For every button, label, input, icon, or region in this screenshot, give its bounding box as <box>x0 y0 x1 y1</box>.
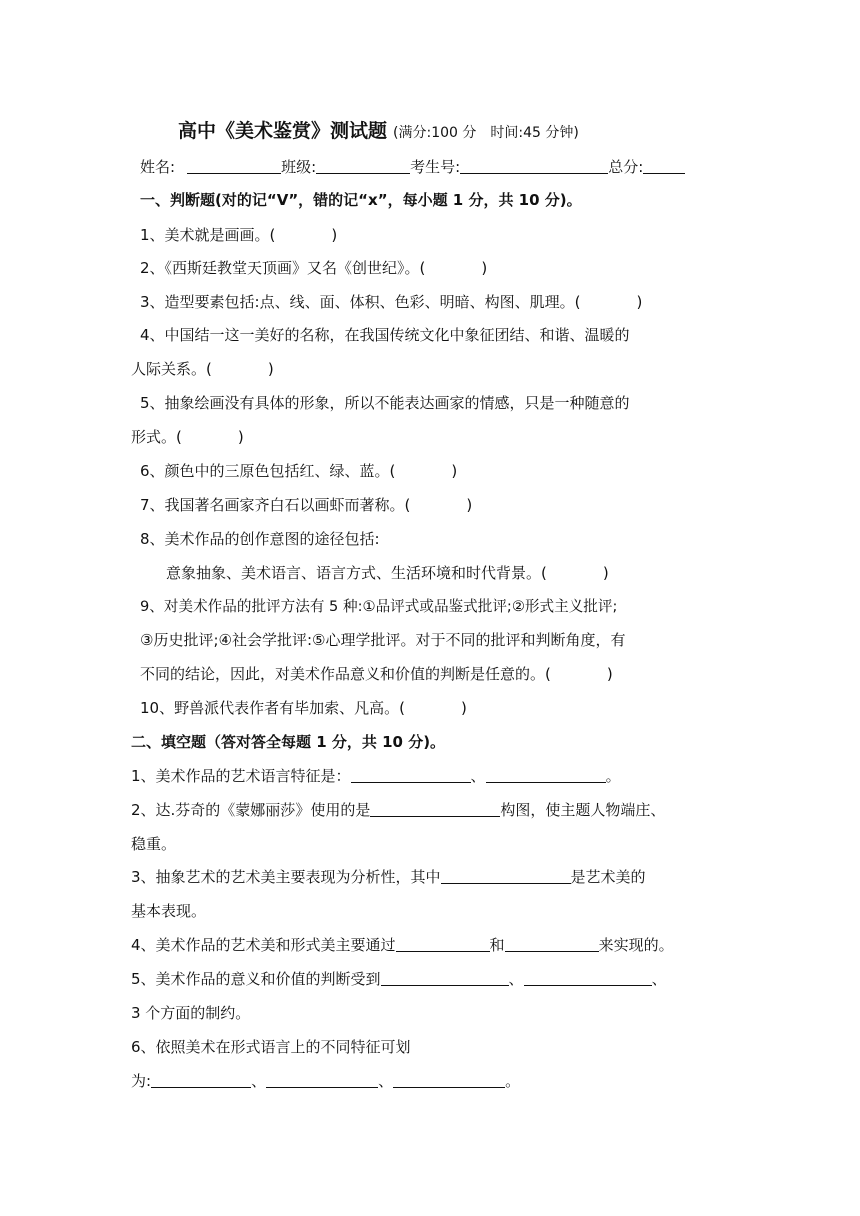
s2-q4-and: 和 <box>489 936 505 954</box>
s2-q2-blank[interactable] <box>370 800 500 817</box>
class-label: 班级: <box>281 158 317 176</box>
page-title <box>178 116 579 143</box>
period: 。 <box>605 767 621 785</box>
total-blank[interactable] <box>643 157 685 174</box>
name-label: 姓名: <box>140 158 176 176</box>
class-blank[interactable] <box>316 157 410 174</box>
s2-q2-line1 <box>131 800 665 820</box>
s2-q6-text: 为: <box>131 1072 152 1090</box>
s2-q3-blank[interactable] <box>441 867 571 884</box>
close-paren: ) <box>602 564 609 582</box>
s2-q3-line1 <box>131 867 646 887</box>
s1-q2-text: 2、《西斯廷教堂天顶画》又名《创世纪》。( <box>140 259 426 277</box>
s1-q7-text: 7、我国著名画家齐白石以画虾而著称。( <box>140 496 411 514</box>
s2-q5-line1 <box>131 969 667 989</box>
s1-q5-line2 <box>131 427 244 447</box>
close-paren: ) <box>331 226 338 244</box>
s2-q4-text-2: 来实现的。 <box>598 936 674 954</box>
s2-q2-text-2: 构图，使主题人物端庄、 <box>500 801 666 819</box>
separator: 、 <box>378 1072 394 1090</box>
close-paren: ) <box>460 699 467 717</box>
s1-q9-text: 不同的结论，因此，对美术作品意义和价值的判断是任意的。( <box>140 665 551 683</box>
close-paren: ) <box>481 259 488 277</box>
section2-heading: 二、填空题（答对答全每题 1 分，共 10 分)。 <box>131 733 446 751</box>
close-paren: ) <box>636 293 643 311</box>
total-label: 总分: <box>608 158 644 176</box>
name-blank[interactable] <box>187 157 281 174</box>
s2-q6-blank-1[interactable] <box>151 1071 251 1088</box>
s2-q6-line2 <box>131 1071 520 1091</box>
separator: 、 <box>508 970 524 988</box>
exam-no-blank[interactable] <box>460 157 608 174</box>
s2-q6-blank-3[interactable] <box>393 1071 505 1088</box>
s1-q8-line2 <box>166 563 609 583</box>
period: 。 <box>505 1072 521 1090</box>
section1-heading: 一、判断题(对的记“V”，错的记“x”，每小题 1 分，共 10 分)。 <box>140 191 582 209</box>
s1-q4-text: 人际关系。( <box>131 360 212 378</box>
s1-q3-text: 3、造型要素包括:点、线、面、体积、色彩、明暗、构图、肌理。( <box>140 293 581 311</box>
s2-q1-blank-1[interactable] <box>351 766 471 783</box>
s2-q6-blank-2[interactable] <box>266 1071 378 1088</box>
close-paren: ) <box>237 428 244 446</box>
s1-q8-text: 意象抽象、美术语言、语言方式、生活环境和时代背景。( <box>166 564 547 582</box>
title-sub: (满分:100 分 时间:45 分钟) <box>393 125 579 141</box>
s1-q3 <box>140 292 642 312</box>
title-main: 高中《美术鉴赏》测试题 <box>178 120 388 142</box>
s2-q5-blank-2[interactable] <box>524 969 652 986</box>
exam-no-label: 考生号: <box>410 158 461 176</box>
s1-q5-line1: 5、抽象绘画没有具体的形象，所以不能表达画家的情感，只是一种随意的 <box>140 394 630 412</box>
s2-q5-blank-1[interactable] <box>381 969 509 986</box>
s1-q4-line2 <box>131 359 274 379</box>
close-paren: ) <box>451 462 458 480</box>
s2-q4-blank-1[interactable] <box>396 935 490 952</box>
separator: 、 <box>470 767 486 785</box>
s2-q3-line2: 基本表现。 <box>131 902 207 920</box>
s1-q9-line1: 9、对美术作品的批评方法有 5 种:①品评式或品鉴式批评;②形式主义批评; <box>140 598 618 615</box>
separator: 、 <box>251 1072 267 1090</box>
close-paren: ) <box>466 496 473 514</box>
s1-q4-line1: 4、中国结一这一美好的名称，在我国传统文化中象征团结、和谐、温暖的 <box>140 326 630 344</box>
close-paren: ) <box>267 360 274 378</box>
s1-q1-text: 1、美术就是画画。( <box>140 226 276 244</box>
s2-q1 <box>131 766 621 786</box>
s1-q6 <box>140 461 457 481</box>
s2-q5-text: 5、美术作品的意义和价值的判断受到 <box>131 970 381 988</box>
s2-q3-text-2: 是艺术美的 <box>570 868 646 886</box>
s2-q6-line1: 6、依照美术在形式语言上的不同特征可划 <box>131 1038 411 1056</box>
s1-q6-text: 6、颜色中的三原色包括红、绿、蓝。( <box>140 462 396 480</box>
s2-q3-text: 3、抽象艺术的艺术美主要表现为分析性，其中 <box>131 868 441 886</box>
s1-q7 <box>140 495 472 515</box>
s2-q4 <box>131 935 674 955</box>
s1-q2 <box>140 258 487 278</box>
s1-q8-line1: 8、美术作品的创作意图的途径包括: <box>140 530 380 548</box>
info-line <box>140 157 685 177</box>
s2-q1-text: 1、美术作品的艺术语言特征是： <box>131 767 351 785</box>
s1-q10 <box>140 698 467 718</box>
s1-q10-text: 10、野兽派代表作者有毕加索、凡高。( <box>140 699 405 717</box>
s1-q9-line3 <box>140 664 613 684</box>
s2-q5-line2: 3 个方面的制约。 <box>131 1004 251 1022</box>
close-paren: ) <box>606 665 613 683</box>
s2-q1-blank-2[interactable] <box>486 766 606 783</box>
s2-q2-text: 2、达.芬奇的《蒙娜丽莎》使用的是 <box>131 801 371 819</box>
s1-q9-line2: ③历史批评;④社会学批评:⑤心理学批评。对于不同的批评和判断角度，有 <box>140 631 626 649</box>
s2-q2-line2: 稳重。 <box>131 835 177 853</box>
s1-q1 <box>140 225 337 245</box>
separator: 、 <box>651 970 667 988</box>
s2-q4-blank-2[interactable] <box>505 935 599 952</box>
s2-q4-text: 4、美术作品的艺术美和形式美主要通过 <box>131 936 396 954</box>
s1-q5-text: 形式。( <box>131 428 182 446</box>
